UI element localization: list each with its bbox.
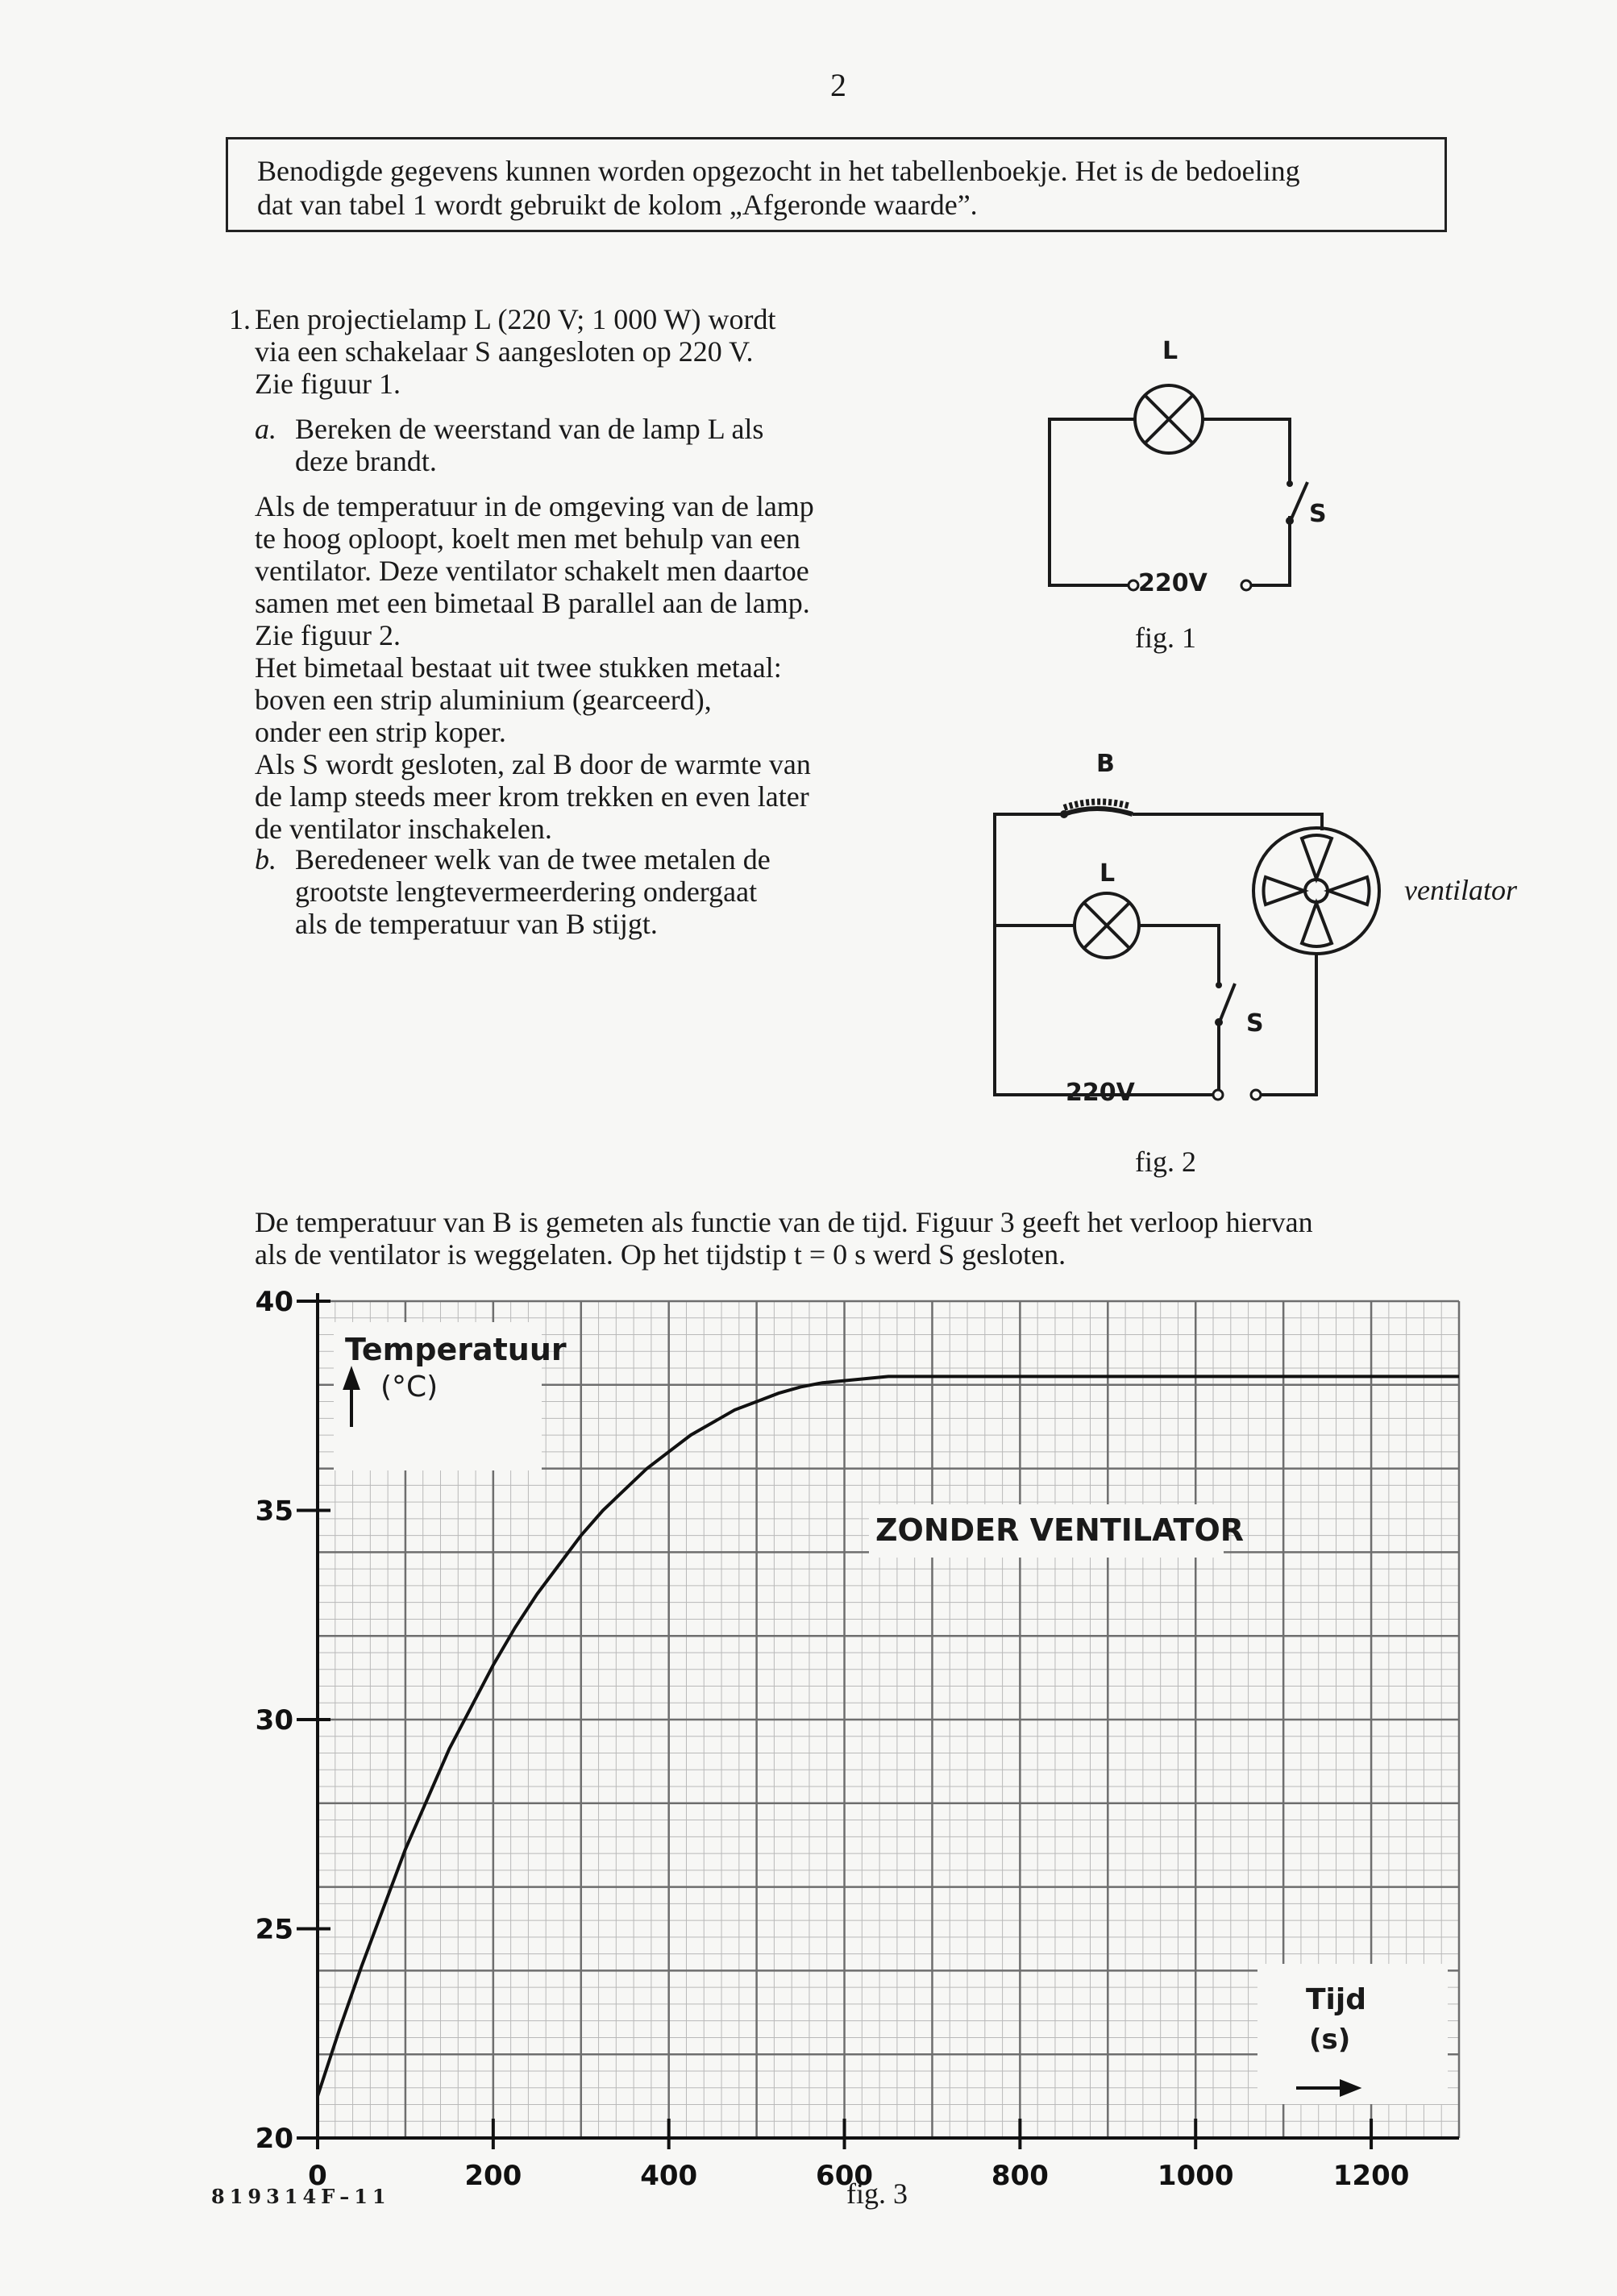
chart-xlabel: Tijd (1306, 1983, 1367, 2016)
chart-ylabel: Temperatuur (345, 1332, 567, 1367)
part-b-label: b. (255, 843, 276, 876)
instructions-line: dat van tabel 1 wordt gebruikt de kolom „Afgeronde waarde”. (257, 189, 978, 221)
text-line: samen met een bimetaal B parallel aan de lamp. (255, 587, 810, 619)
text-line: onder een strip koper. (255, 716, 506, 748)
x-tick-label: 800 (991, 2160, 1049, 2192)
part-a-label: a. (255, 413, 276, 445)
text-line: als de ventilator is weggelaten. Op het tijdstip t = 0 s werd S gesloten. (255, 1238, 1066, 1271)
text-line: de lamp steeds meer krom trekken en even later (255, 780, 809, 813)
page-number: 2 (830, 67, 846, 103)
text-line: Als S wordt gesloten, zal B door de warmte van (255, 748, 811, 780)
fig2-fan-label: ventilator (1404, 874, 1517, 906)
text-line: grootste lengtevermeerdering ondergaat (295, 876, 758, 908)
text-line: Bereken de weerstand van de lamp L als (295, 413, 764, 445)
fig2-lamp-label: L (1099, 859, 1116, 888)
text-line: Het bimetaal bestaat uit twee stukken metaal: (255, 651, 782, 684)
y-tick-label: 25 (255, 1913, 293, 1946)
x-tick-label: 600 (816, 2160, 874, 2192)
text-line: ventilator. Deze ventilator schakelt men daartoe (255, 555, 809, 587)
text-line: Als de temperatuur in de omgeving van de lamp (255, 490, 814, 522)
y-tick-label: 20 (255, 2123, 293, 2155)
fig2-bimetal-label: B (1096, 750, 1115, 778)
chart-xunit: (s) (1309, 2024, 1351, 2056)
x-tick-label: 0 (308, 2160, 327, 2192)
fig3-caption: fig. 3 (846, 2177, 908, 2210)
y-tick-label: 30 (255, 1704, 293, 1737)
text-line: via een schakelaar S aangesloten op 220 V. (255, 335, 754, 368)
x-tick-label: 1000 (1157, 2160, 1234, 2192)
x-tick-label: 200 (464, 2160, 522, 2192)
text-line: deze brandt. (295, 445, 437, 477)
chart-annotation: ZONDER VENTILATOR (875, 1512, 1245, 1548)
text-line: De temperatuur van B is gemeten als functie van de tijd. Figuur 3 geeft het verloop hiervan (255, 1206, 1313, 1238)
y-tick-label: 35 (255, 1495, 293, 1528)
text-line: Beredeneer welk van de twee metalen de (295, 843, 771, 876)
x-tick-label: 400 (640, 2160, 698, 2192)
text-line: Een projectielamp L (220 V; 1 000 W) wordt (255, 303, 776, 335)
text-line: te hoog oploopt, koelt men met behulp van een (255, 522, 800, 555)
fig2-source-label: 220V (1066, 1079, 1135, 1107)
fig1-lamp-label: L (1162, 337, 1178, 365)
fig2-caption: fig. 2 (1135, 1146, 1196, 1178)
fig1-source-label: 220V (1138, 569, 1208, 597)
y-tick-label: 40 (255, 1286, 293, 1318)
text-line: Zie figuur 1. (255, 368, 401, 400)
x-tick-label: 1200 (1332, 2160, 1410, 2192)
text-line: als de temperatuur van B stijgt. (295, 908, 658, 940)
text-line: Zie figuur 2. (255, 619, 401, 651)
fig1-switch-label: S (1309, 500, 1327, 528)
document-code: 819314F–11 (211, 2185, 391, 2208)
question-number: 1. (229, 303, 251, 335)
chart-yunit: (°C) (380, 1371, 439, 1404)
text-line: de ventilator inschakelen. (255, 813, 552, 845)
text-line: boven een strip aluminium (gearceerd), (255, 684, 712, 716)
instructions-line: Benodigde gegevens kunnen worden opgezocht in het tabellenboekje. Het is de bedoeling (257, 155, 1300, 187)
fig1-caption: fig. 1 (1135, 622, 1196, 654)
fig2-switch-label: S (1246, 1009, 1264, 1038)
